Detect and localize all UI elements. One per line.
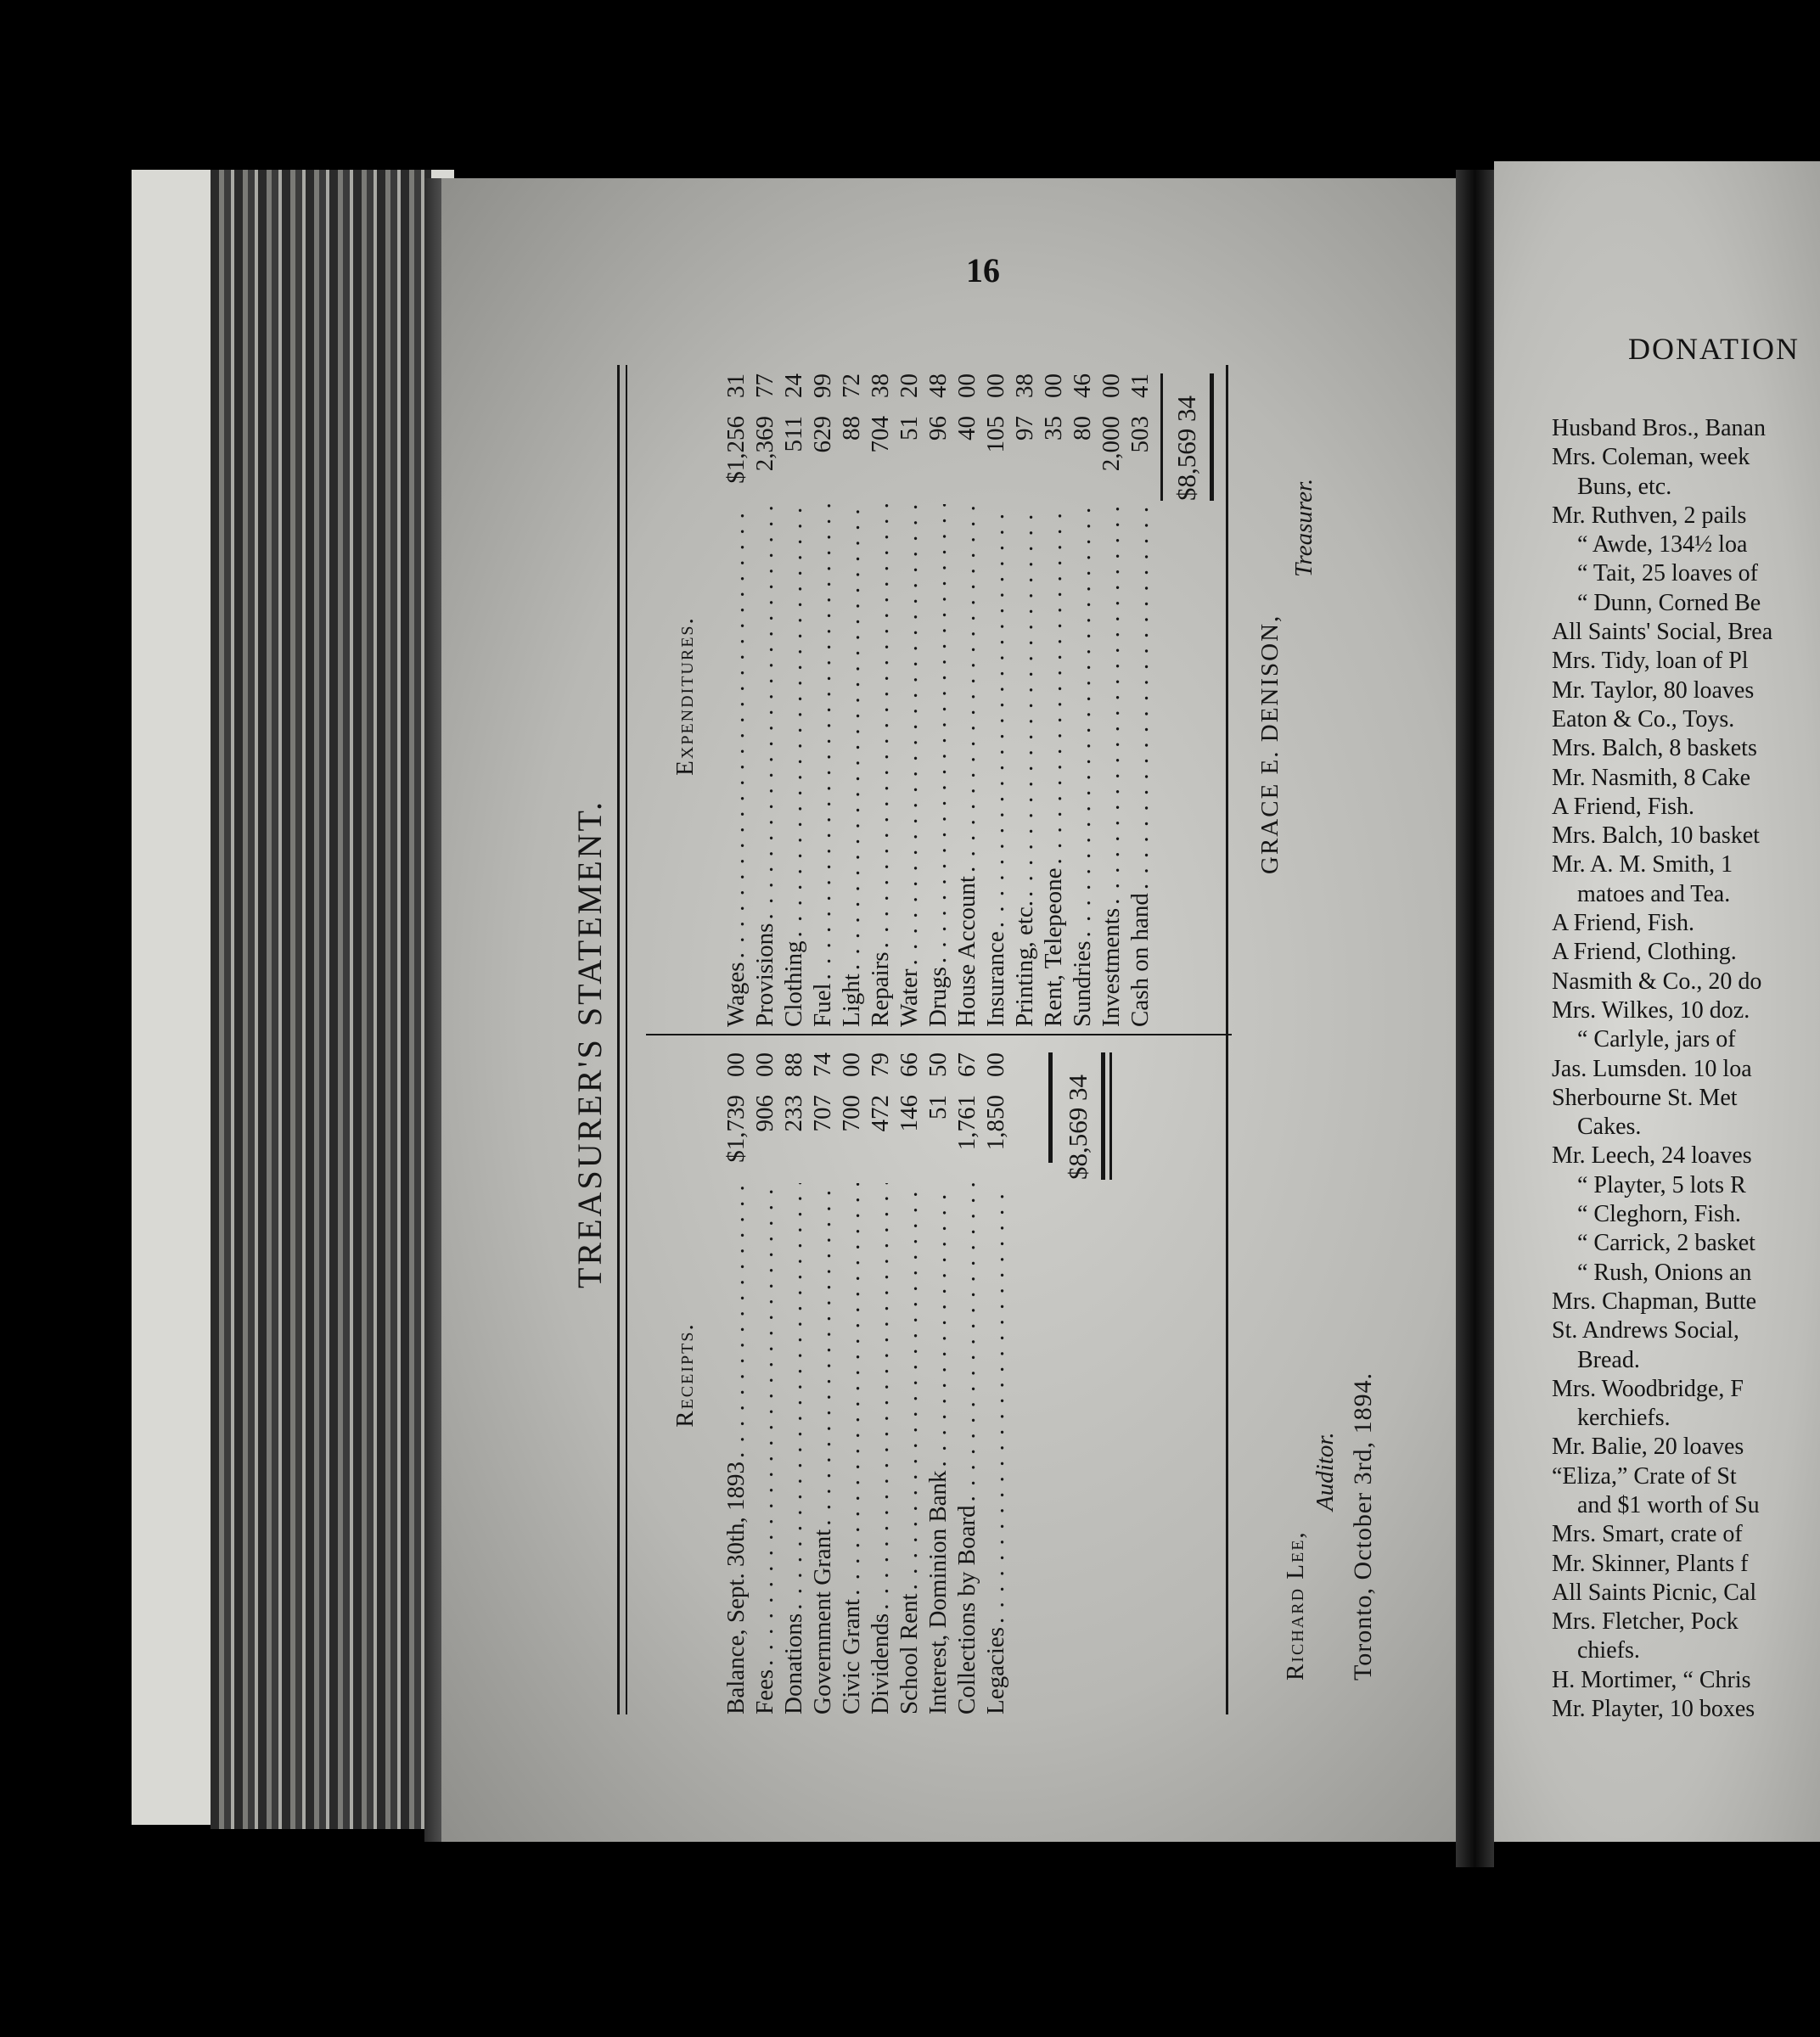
- row-label: Light: [838, 974, 865, 1027]
- donation-line: Mr. Balie, 20 loaves: [1552, 1434, 1744, 1461]
- row-label: Collections by Board: [953, 1505, 980, 1714]
- donation-line: Mr. Skinner, Plants f: [1552, 1550, 1749, 1577]
- row-dollars: 80: [1069, 416, 1096, 441]
- row-cents: 48: [924, 373, 952, 398]
- statement-row: [952, 373, 981, 1027]
- donation-line: kerchiefs.: [1577, 1405, 1671, 1432]
- donation-line: Husband Bros., Banan: [1552, 415, 1766, 441]
- dot-leader: [750, 504, 779, 920]
- row-cents: 46: [1069, 373, 1096, 398]
- dot-leader: [722, 1183, 750, 1458]
- row-dollars: $1,739: [722, 1095, 750, 1163]
- row-label: Wages: [722, 962, 750, 1027]
- dot-leader: [779, 504, 808, 937]
- donation-line: matoes and Tea.: [1577, 880, 1731, 907]
- row-dollars: 472: [867, 1095, 894, 1132]
- row-label: Investments: [1098, 907, 1125, 1027]
- statement-row: [895, 1052, 924, 1714]
- row-label: Dividends: [867, 1613, 894, 1714]
- row-cents: 00: [982, 1052, 1009, 1077]
- donation-line: Mrs. Wilkes, 10 doz.: [1552, 996, 1750, 1024]
- donation-line: Mrs. Balch, 10 basket: [1552, 822, 1760, 850]
- statement-row: [808, 1052, 837, 1714]
- dot-leader: [1010, 504, 1039, 897]
- row-label: Repairs: [867, 951, 894, 1027]
- donation-line: A Friend, Fish.: [1552, 793, 1695, 820]
- row-cents: 00: [982, 373, 1009, 398]
- statement-row: [837, 1052, 866, 1714]
- statement-row: [1126, 373, 1154, 1027]
- row-cents: 00: [838, 1052, 865, 1077]
- row-label: Printing, etc.: [1011, 900, 1038, 1027]
- row-label: Sundries: [1069, 940, 1096, 1027]
- donation-line: “ Cleghorn, Fish.: [1577, 1201, 1741, 1228]
- row-label: Fees: [751, 1669, 778, 1714]
- row-cents: 00: [953, 373, 980, 398]
- donation-line: Mr. Ruthven, 2 pails: [1552, 502, 1747, 529]
- row-dollars: $1,256: [722, 416, 750, 484]
- expenditures-list: [722, 373, 1154, 1027]
- row-cents: 00: [751, 1052, 778, 1077]
- donation-line: Jas. Lumsden. 10 loa: [1552, 1055, 1752, 1082]
- row-cents: 79: [867, 1052, 894, 1077]
- auditor-title: Auditor.: [1312, 1432, 1339, 1511]
- dot-leader: [808, 1183, 837, 1526]
- donation-line: Mrs. Smart, crate of: [1552, 1521, 1743, 1548]
- statement-row: [952, 1052, 981, 1714]
- donation-line: Mrs. Coleman, week: [1552, 444, 1750, 471]
- row-cents: 72: [838, 373, 865, 398]
- treasurer-name: GRACE E. DENISON,: [1256, 614, 1284, 874]
- dot-leader: [924, 1183, 952, 1467]
- right-page: [1494, 161, 1820, 1842]
- donation-line: “ Carrick, 2 basket: [1577, 1230, 1755, 1257]
- statement-row: [779, 1052, 808, 1714]
- row-cents: 20: [896, 373, 923, 398]
- donation-line: Mrs. Tidy, loan of Pl: [1552, 648, 1749, 675]
- statement-row: [1068, 373, 1097, 1027]
- receipts-total: $8,569 34: [1063, 1075, 1093, 1180]
- receipts-total-underline: [1101, 1052, 1105, 1180]
- row-cents: 00: [1098, 373, 1125, 398]
- row-dollars: 503: [1126, 416, 1154, 453]
- dot-leader: [981, 504, 1010, 928]
- receipts-heading: Receipts.: [671, 1322, 699, 1428]
- statement-row: [866, 373, 895, 1027]
- statement-row: [808, 373, 837, 1027]
- donations-list: [1552, 414, 1772, 1724]
- bottom-rule: [1226, 365, 1228, 1714]
- dot-leader: [1068, 504, 1097, 938]
- receipts-total-rule: [1048, 1052, 1053, 1163]
- donation-line: A Friend, Clothing.: [1552, 939, 1737, 966]
- row-label: Fuel: [809, 983, 836, 1027]
- donation-line: A Friend, Fish.: [1552, 910, 1695, 937]
- donations-title: DONATION: [1628, 332, 1800, 366]
- donation-line: All Saints Picnic, Cal: [1552, 1579, 1757, 1606]
- donation-line: Mr. Playter, 10 boxes: [1552, 1696, 1755, 1723]
- row-dollars: 511: [780, 416, 807, 452]
- row-cents: 38: [1011, 373, 1038, 398]
- statement-row: [924, 1052, 952, 1714]
- row-dollars: 35: [1040, 416, 1067, 441]
- row-cents: 66: [896, 1052, 923, 1077]
- dot-leader: [981, 1183, 1010, 1624]
- statement-row: [837, 373, 866, 1027]
- row-dollars: 96: [924, 416, 952, 441]
- dot-leader: [750, 1183, 779, 1666]
- row-cents: 50: [924, 1052, 952, 1077]
- dot-leader: [866, 504, 895, 948]
- receipts-list: [722, 1052, 1010, 1714]
- dot-leader: [837, 504, 866, 970]
- dot-leader: [1039, 504, 1068, 865]
- row-cents: 31: [722, 373, 750, 398]
- row-cents: 99: [809, 373, 836, 398]
- donation-line: All Saints' Social, Brea: [1552, 619, 1773, 646]
- expenditures-heading: Expenditures.: [671, 616, 699, 776]
- row-dollars: 40: [953, 416, 980, 441]
- dot-leader: [895, 504, 924, 965]
- row-cents: 88: [780, 1052, 807, 1077]
- row-label: Legacies: [982, 1626, 1009, 1714]
- row-cents: 38: [867, 373, 894, 398]
- donation-line: “ Awde, 134½ loa: [1577, 531, 1748, 558]
- treasurers-statement: [570, 365, 1377, 1723]
- donation-line: “ Playter, 5 lots R: [1577, 1171, 1746, 1198]
- donation-line: Mr. Taylor, 80 loaves: [1552, 676, 1755, 704]
- statement-row: [722, 1052, 750, 1714]
- auditor-name: Richard Lee,: [1282, 1530, 1309, 1681]
- row-cents: 00: [1040, 373, 1067, 398]
- row-dollars: 51: [924, 1095, 952, 1120]
- row-label: House Account: [953, 876, 980, 1027]
- row-dollars: 88: [838, 416, 865, 441]
- donation-line: and $1 worth of Su: [1577, 1491, 1760, 1518]
- row-dollars: 629: [809, 416, 836, 453]
- row-dollars: 1,850: [982, 1095, 1009, 1151]
- row-label: Rent, Telepeone: [1040, 867, 1067, 1027]
- place-date: Toronto, October 3rd, 1894.: [1349, 1372, 1377, 1681]
- statement-row: [1010, 373, 1039, 1027]
- donation-line: Cakes.: [1577, 1114, 1642, 1141]
- statement-row: [750, 1052, 779, 1714]
- statement-row: [1039, 373, 1068, 1027]
- donation-line: Bread.: [1577, 1346, 1640, 1373]
- row-label: Clothing: [780, 940, 807, 1027]
- row-dollars: 2,000: [1098, 416, 1125, 472]
- row-dollars: 105: [982, 416, 1009, 453]
- top-double-rule: [617, 365, 627, 1714]
- dot-leader: [808, 504, 837, 979]
- donation-line: Buns, etc.: [1577, 473, 1672, 500]
- row-dollars: 707: [809, 1095, 836, 1132]
- row-label: Insurance: [982, 931, 1009, 1027]
- statement-row: [866, 1052, 895, 1714]
- dot-leader: [1097, 504, 1126, 905]
- row-label: School Rent: [896, 1593, 923, 1714]
- statement-row: [924, 373, 952, 1027]
- dot-leader: [837, 1183, 866, 1596]
- row-label: Civic Grant: [838, 1598, 865, 1714]
- row-label: Drugs: [924, 967, 952, 1027]
- page-edges: [211, 170, 431, 1829]
- row-label: Government Grant: [809, 1529, 836, 1714]
- donation-line: Nasmith & Co., 20 do: [1552, 968, 1762, 995]
- statement-title: TREASURER'S STATEMENT.: [570, 800, 609, 1288]
- donation-line: “Eliza,” Crate of St: [1552, 1462, 1737, 1490]
- donation-line: “ Carlyle, jars of: [1577, 1026, 1736, 1053]
- dot-leader: [952, 1183, 981, 1502]
- row-cents: 24: [780, 373, 807, 398]
- donation-line: Mr. Nasmith, 8 Cake: [1552, 764, 1751, 791]
- donation-line: Mr. A. M. Smith, 1: [1552, 851, 1733, 878]
- donation-line: Eaton & Co., Toys.: [1552, 705, 1735, 732]
- donation-line: Mrs. Balch, 8 baskets: [1552, 735, 1757, 762]
- donation-line: “ Dunn, Corned Be: [1577, 589, 1761, 616]
- donation-line: Mr. Leech, 24 loaves: [1552, 1142, 1752, 1170]
- row-dollars: 97: [1011, 416, 1038, 441]
- statement-row: [981, 373, 1010, 1027]
- dot-leader: [952, 504, 981, 873]
- dot-leader: [722, 504, 750, 958]
- statement-row: [981, 1052, 1010, 1714]
- expenditures-total: $8,569 34: [1171, 396, 1201, 501]
- row-label: Provisions: [751, 923, 778, 1027]
- dot-leader: [1126, 504, 1154, 889]
- treasurer-title: Treasurer.: [1290, 478, 1317, 577]
- statement-row: [895, 373, 924, 1027]
- dot-leader: [895, 1183, 924, 1590]
- statement-row: [779, 373, 808, 1027]
- page-number: 16: [966, 251, 1000, 289]
- donation-line: Mrs. Woodbridge, F: [1552, 1375, 1744, 1402]
- row-dollars: 700: [838, 1095, 865, 1132]
- dot-leader: [779, 1183, 808, 1610]
- row-dollars: 2,369: [751, 416, 778, 472]
- row-label: Interest, Dominion Bank: [924, 1470, 952, 1714]
- expenditures-total-underline: [1210, 373, 1214, 501]
- row-label: Balance, Sept. 30th, 1893: [722, 1461, 750, 1714]
- statement-row: [722, 373, 750, 1027]
- donation-line: Sherbourne St. Met: [1552, 1084, 1738, 1111]
- row-cents: 00: [722, 1052, 750, 1077]
- donation-line: chiefs.: [1577, 1637, 1640, 1664]
- donation-line: Mrs. Fletcher, Pock: [1552, 1608, 1739, 1636]
- row-label: Cash on hand: [1126, 893, 1154, 1027]
- row-label: Donations: [780, 1613, 807, 1714]
- donation-line: H. Mortimer, “ Chris: [1552, 1666, 1751, 1693]
- dot-leader: [924, 504, 952, 963]
- row-dollars: 1,761: [953, 1095, 980, 1151]
- column-divider: [646, 1034, 1232, 1035]
- row-dollars: 906: [751, 1095, 778, 1132]
- row-cents: 67: [953, 1052, 980, 1077]
- receipts-total-underline-2: [1109, 1052, 1112, 1180]
- statement-row: [1097, 373, 1126, 1027]
- row-dollars: 146: [896, 1095, 923, 1132]
- statement-row: [750, 373, 779, 1027]
- row-cents: 74: [809, 1052, 836, 1077]
- expenditures-total-rule: [1160, 373, 1163, 501]
- row-dollars: 233: [780, 1095, 807, 1132]
- donation-line: Mrs. Chapman, Butte: [1552, 1288, 1757, 1315]
- row-dollars: 704: [867, 416, 894, 453]
- donation-line: “ Tait, 25 loaves of: [1577, 560, 1758, 587]
- donation-line: “ Rush, Onions an: [1577, 1259, 1752, 1286]
- book-gutter: [1456, 170, 1494, 1867]
- donation-line: St. Andrews Social,: [1552, 1317, 1739, 1344]
- dot-leader: [866, 1183, 895, 1610]
- row-dollars: 51: [896, 416, 923, 441]
- row-cents: 41: [1126, 373, 1154, 398]
- row-label: Water: [896, 968, 923, 1027]
- row-cents: 77: [751, 373, 778, 398]
